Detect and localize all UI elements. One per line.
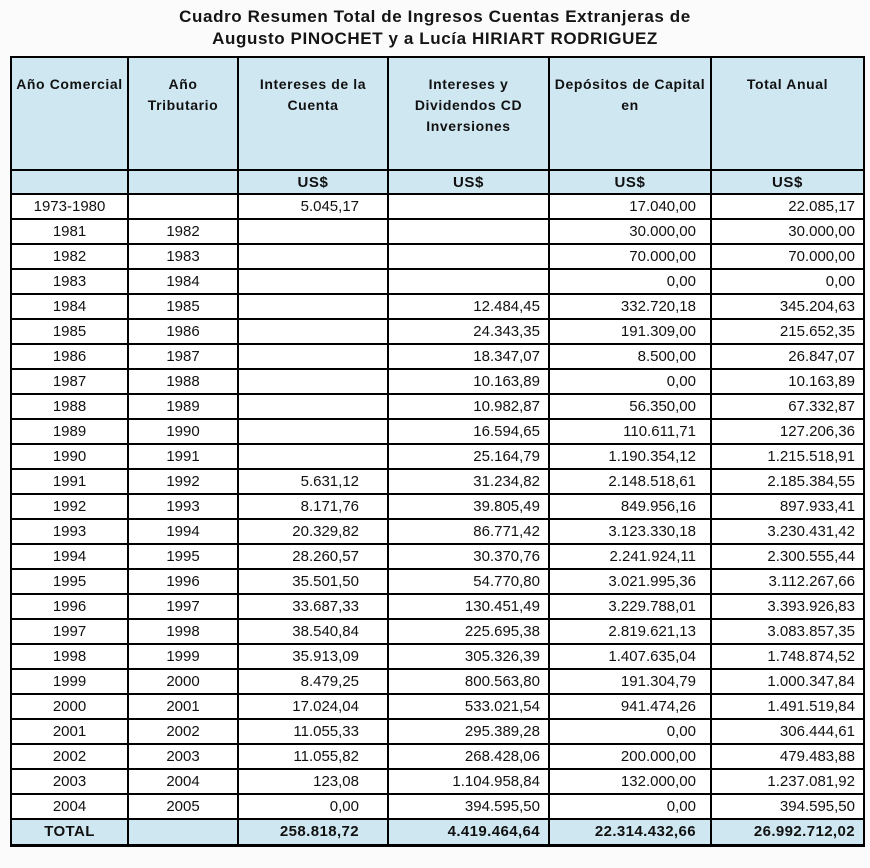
total-cell-ano-comercial: TOTAL — [11, 819, 128, 845]
cell-intereses-dividendos: 800.563,80 — [388, 669, 549, 694]
table-row — [11, 544, 864, 569]
cell-total-anual: 3.393.926,83 — [711, 594, 864, 619]
cell-ano-tributario: 2005 — [128, 794, 238, 819]
cell-intereses-dividendos: 30.370,76 — [388, 544, 549, 569]
cell-intereses-dividendos: 225.695,38 — [388, 619, 549, 644]
cell-ano-tributario: 1989 — [128, 394, 238, 419]
cell-ano-comercial: 1992 — [11, 494, 128, 519]
cell-ano-tributario: 1998 — [128, 619, 238, 644]
cell-ano-comercial: 1981 — [11, 219, 128, 244]
cell-ano-tributario: 2004 — [128, 769, 238, 794]
cell-ano-tributario: 1982 — [128, 219, 238, 244]
cell-ano-comercial: 2004 — [11, 794, 128, 819]
table-row — [11, 794, 864, 819]
cell-ano-comercial: 2000 — [11, 694, 128, 719]
cell-total-anual: 1.215.518,91 — [711, 444, 864, 469]
column-header-depositos-capital: Depósitos de Capital en — [549, 57, 711, 170]
table-row — [11, 269, 864, 294]
cell-total-anual: 22.085,17 — [711, 194, 864, 219]
cell-intereses-dividendos: 12.484,45 — [388, 294, 549, 319]
total-cell-intereses-dividendos: 4.419.464,64 — [388, 819, 549, 845]
cell-total-anual: 3.083.857,35 — [711, 619, 864, 644]
cell-total-anual: 394.595,50 — [711, 794, 864, 819]
table-row — [11, 444, 864, 469]
cell-total-anual: 345.204,63 — [711, 294, 864, 319]
cell-depositos-capital: 30.000,00 — [549, 219, 711, 244]
cell-intereses-dividendos — [388, 244, 549, 269]
cell-ano-comercial: 1999 — [11, 669, 128, 694]
cell-intereses-dividendos: 16.594,65 — [388, 419, 549, 444]
cell-depositos-capital: 0,00 — [549, 269, 711, 294]
cell-total-anual: 897.933,41 — [711, 494, 864, 519]
cell-depositos-capital: 0,00 — [549, 369, 711, 394]
cell-ano-comercial: 1985 — [11, 319, 128, 344]
cell-intereses-cuenta: 35.913,09 — [238, 644, 388, 669]
cell-ano-comercial: 2001 — [11, 719, 128, 744]
cell-total-anual: 70.000,00 — [711, 244, 864, 269]
cell-intereses-dividendos: 268.428,06 — [388, 744, 549, 769]
table-row — [11, 419, 864, 444]
cell-depositos-capital: 191.309,00 — [549, 319, 711, 344]
cell-ano-tributario: 1994 — [128, 519, 238, 544]
cell-intereses-cuenta: 35.501,50 — [238, 569, 388, 594]
cell-ano-tributario: 1992 — [128, 469, 238, 494]
cell-intereses-cuenta — [238, 419, 388, 444]
cell-depositos-capital: 0,00 — [549, 794, 711, 819]
cell-total-anual: 127.206,36 — [711, 419, 864, 444]
table-row — [11, 494, 864, 519]
cell-intereses-cuenta — [238, 269, 388, 294]
cell-ano-tributario: 2000 — [128, 669, 238, 694]
cell-ano-tributario: 1987 — [128, 344, 238, 369]
cell-ano-comercial: 1993 — [11, 519, 128, 544]
cell-ano-comercial: 2003 — [11, 769, 128, 794]
currency-cell-ano-comercial — [11, 170, 128, 194]
table-row — [11, 769, 864, 794]
cell-intereses-dividendos — [388, 219, 549, 244]
cell-depositos-capital: 3.021.995,36 — [549, 569, 711, 594]
table-row — [11, 194, 864, 219]
cell-ano-tributario: 1983 — [128, 244, 238, 269]
cell-total-anual: 215.652,35 — [711, 319, 864, 344]
currency-cell-total-anual: US$ — [711, 170, 864, 194]
cell-intereses-cuenta: 28.260,57 — [238, 544, 388, 569]
cell-depositos-capital: 191.304,79 — [549, 669, 711, 694]
cell-intereses-cuenta — [238, 394, 388, 419]
cell-total-anual: 3.112.267,66 — [711, 569, 864, 594]
cell-total-anual: 10.163,89 — [711, 369, 864, 394]
cell-total-anual: 1.000.347,84 — [711, 669, 864, 694]
cell-depositos-capital: 132.000,00 — [549, 769, 711, 794]
cell-intereses-dividendos: 25.164,79 — [388, 444, 549, 469]
cell-total-anual: 0,00 — [711, 269, 864, 294]
cell-depositos-capital: 200.000,00 — [549, 744, 711, 769]
cell-depositos-capital: 8.500,00 — [549, 344, 711, 369]
cell-intereses-cuenta: 33.687,33 — [238, 594, 388, 619]
cell-ano-tributario: 1984 — [128, 269, 238, 294]
cell-ano-comercial: 2002 — [11, 744, 128, 769]
cell-intereses-cuenta — [238, 344, 388, 369]
table-row — [11, 694, 864, 719]
column-header-ano-tributario: Año Tributario — [128, 57, 238, 170]
cell-intereses-dividendos: 31.234,82 — [388, 469, 549, 494]
cell-ano-tributario: 2002 — [128, 719, 238, 744]
cell-depositos-capital: 332.720,18 — [549, 294, 711, 319]
cell-intereses-dividendos: 10.163,89 — [388, 369, 549, 394]
cell-ano-tributario: 1999 — [128, 644, 238, 669]
table-row — [11, 219, 864, 244]
cell-intereses-dividendos: 39.805,49 — [388, 494, 549, 519]
cell-ano-comercial: 1973-1980 — [11, 194, 128, 219]
cell-total-anual: 26.847,07 — [711, 344, 864, 369]
cell-depositos-capital: 110.611,71 — [549, 419, 711, 444]
cell-depositos-capital: 56.350,00 — [549, 394, 711, 419]
cell-depositos-capital: 2.148.518,61 — [549, 469, 711, 494]
cell-ano-tributario: 1988 — [128, 369, 238, 394]
cell-total-anual: 2.300.555,44 — [711, 544, 864, 569]
currency-cell-intereses-dividendos: US$ — [388, 170, 549, 194]
cell-intereses-cuenta: 20.329,82 — [238, 519, 388, 544]
column-header-intereses-cuenta: Intereses de la Cuenta — [238, 57, 388, 170]
cell-intereses-cuenta — [238, 294, 388, 319]
cell-intereses-cuenta: 11.055,33 — [238, 719, 388, 744]
currency-cell-intereses-cuenta: US$ — [238, 170, 388, 194]
cell-intereses-cuenta: 8.171,76 — [238, 494, 388, 519]
cell-ano-tributario: 1991 — [128, 444, 238, 469]
cell-depositos-capital: 849.956,16 — [549, 494, 711, 519]
currency-cell-depositos-capital: US$ — [549, 170, 711, 194]
cell-intereses-dividendos — [388, 194, 549, 219]
cell-intereses-cuenta: 5.631,12 — [238, 469, 388, 494]
cell-ano-tributario: 1993 — [128, 494, 238, 519]
cell-total-anual: 306.444,61 — [711, 719, 864, 744]
currency-unit-row — [11, 170, 864, 194]
cell-ano-comercial: 1984 — [11, 294, 128, 319]
cell-ano-comercial: 1997 — [11, 619, 128, 644]
table-row — [11, 569, 864, 594]
cell-intereses-cuenta — [238, 444, 388, 469]
cell-ano-comercial: 1990 — [11, 444, 128, 469]
cell-ano-comercial: 1986 — [11, 344, 128, 369]
cell-depositos-capital: 0,00 — [549, 719, 711, 744]
currency-cell-ano-tributario — [128, 170, 238, 194]
cell-intereses-dividendos: 394.595,50 — [388, 794, 549, 819]
cell-ano-comercial: 1988 — [11, 394, 128, 419]
cell-depositos-capital: 3.229.788,01 — [549, 594, 711, 619]
table-row — [11, 519, 864, 544]
table-row — [11, 594, 864, 619]
cell-intereses-cuenta — [238, 219, 388, 244]
document-title — [0, 0, 870, 50]
table-row — [11, 744, 864, 769]
cell-ano-comercial: 1996 — [11, 594, 128, 619]
table-row — [11, 669, 864, 694]
cell-intereses-dividendos: 18.347,07 — [388, 344, 549, 369]
cell-total-anual: 67.332,87 — [711, 394, 864, 419]
cell-ano-comercial: 1995 — [11, 569, 128, 594]
cell-intereses-cuenta: 8.479,25 — [238, 669, 388, 694]
cell-intereses-cuenta — [238, 244, 388, 269]
column-header-ano-comercial: Año Comercial — [11, 57, 128, 170]
cell-intereses-dividendos: 305.326,39 — [388, 644, 549, 669]
cell-intereses-dividendos: 533.021,54 — [388, 694, 549, 719]
cell-total-anual: 3.230.431,42 — [711, 519, 864, 544]
cell-intereses-dividendos: 86.771,42 — [388, 519, 549, 544]
cell-depositos-capital: 17.040,00 — [549, 194, 711, 219]
table-row — [11, 369, 864, 394]
table-row — [11, 319, 864, 344]
cell-ano-tributario: 1996 — [128, 569, 238, 594]
cell-depositos-capital: 3.123.330,18 — [549, 519, 711, 544]
cell-total-anual: 2.185.384,55 — [711, 469, 864, 494]
header-row — [11, 57, 864, 170]
cell-intereses-cuenta — [238, 319, 388, 344]
table-row — [11, 719, 864, 744]
cell-ano-comercial: 1987 — [11, 369, 128, 394]
table-row — [11, 619, 864, 644]
cell-ano-comercial: 1991 — [11, 469, 128, 494]
cell-ano-tributario: 2003 — [128, 744, 238, 769]
cell-intereses-dividendos: 24.343,35 — [388, 319, 549, 344]
cell-intereses-cuenta: 5.045,17 — [238, 194, 388, 219]
title-line-1: Cuadro Resumen Total de Ingresos Cuentas Extranjeras de — [179, 7, 691, 26]
cell-ano-tributario: 1995 — [128, 544, 238, 569]
cell-depositos-capital: 70.000,00 — [549, 244, 711, 269]
cell-intereses-cuenta — [238, 369, 388, 394]
cell-ano-tributario: 1990 — [128, 419, 238, 444]
total-cell-total-anual: 26.992.712,02 — [711, 819, 864, 845]
cell-intereses-dividendos: 10.982,87 — [388, 394, 549, 419]
cell-ano-comercial: 1994 — [11, 544, 128, 569]
total-cell-ano-tributario — [128, 819, 238, 845]
cell-depositos-capital: 1.190.354,12 — [549, 444, 711, 469]
cell-ano-tributario: 2001 — [128, 694, 238, 719]
cell-total-anual: 30.000,00 — [711, 219, 864, 244]
cell-ano-tributario: 1986 — [128, 319, 238, 344]
total-row — [11, 819, 864, 845]
cell-depositos-capital: 1.407.635,04 — [549, 644, 711, 669]
cell-ano-comercial: 1998 — [11, 644, 128, 669]
total-cell-intereses-cuenta: 258.818,72 — [238, 819, 388, 845]
cell-intereses-cuenta: 11.055,82 — [238, 744, 388, 769]
cell-depositos-capital: 2.819.621,13 — [549, 619, 711, 644]
table-row — [11, 344, 864, 369]
cell-total-anual: 1.491.519,84 — [711, 694, 864, 719]
cell-total-anual: 1.237.081,92 — [711, 769, 864, 794]
cell-ano-tributario: 1997 — [128, 594, 238, 619]
cell-total-anual: 479.483,88 — [711, 744, 864, 769]
total-cell-depositos-capital: 22.314.432,66 — [549, 819, 711, 845]
cell-depositos-capital: 941.474,26 — [549, 694, 711, 719]
cell-ano-tributario — [128, 194, 238, 219]
table-row — [11, 644, 864, 669]
cell-ano-tributario: 1985 — [128, 294, 238, 319]
table-row — [11, 244, 864, 269]
table-row — [11, 469, 864, 494]
cell-intereses-cuenta: 123,08 — [238, 769, 388, 794]
table-row — [11, 394, 864, 419]
cell-intereses-cuenta: 17.024,04 — [238, 694, 388, 719]
cell-ano-comercial: 1989 — [11, 419, 128, 444]
cell-ano-comercial: 1983 — [11, 269, 128, 294]
cell-depositos-capital: 2.241.924,11 — [549, 544, 711, 569]
income-summary-table — [10, 56, 865, 847]
cell-intereses-cuenta: 0,00 — [238, 794, 388, 819]
table-row — [11, 294, 864, 319]
title-line-2: Augusto PINOCHET y a Lucía HIRIART RODRIGUEZ — [212, 29, 658, 48]
cell-total-anual: 1.748.874,52 — [711, 644, 864, 669]
cell-intereses-dividendos: 130.451,49 — [388, 594, 549, 619]
column-header-total-anual: Total Anual — [711, 57, 864, 170]
cell-intereses-dividendos — [388, 269, 549, 294]
cell-intereses-dividendos: 1.104.958,84 — [388, 769, 549, 794]
cell-intereses-dividendos: 295.389,28 — [388, 719, 549, 744]
cell-intereses-dividendos: 54.770,80 — [388, 569, 549, 594]
cell-ano-comercial: 1982 — [11, 244, 128, 269]
cell-intereses-cuenta: 38.540,84 — [238, 619, 388, 644]
column-header-intereses-dividendos: Intereses y Dividendos CD Inversiones — [388, 57, 549, 170]
